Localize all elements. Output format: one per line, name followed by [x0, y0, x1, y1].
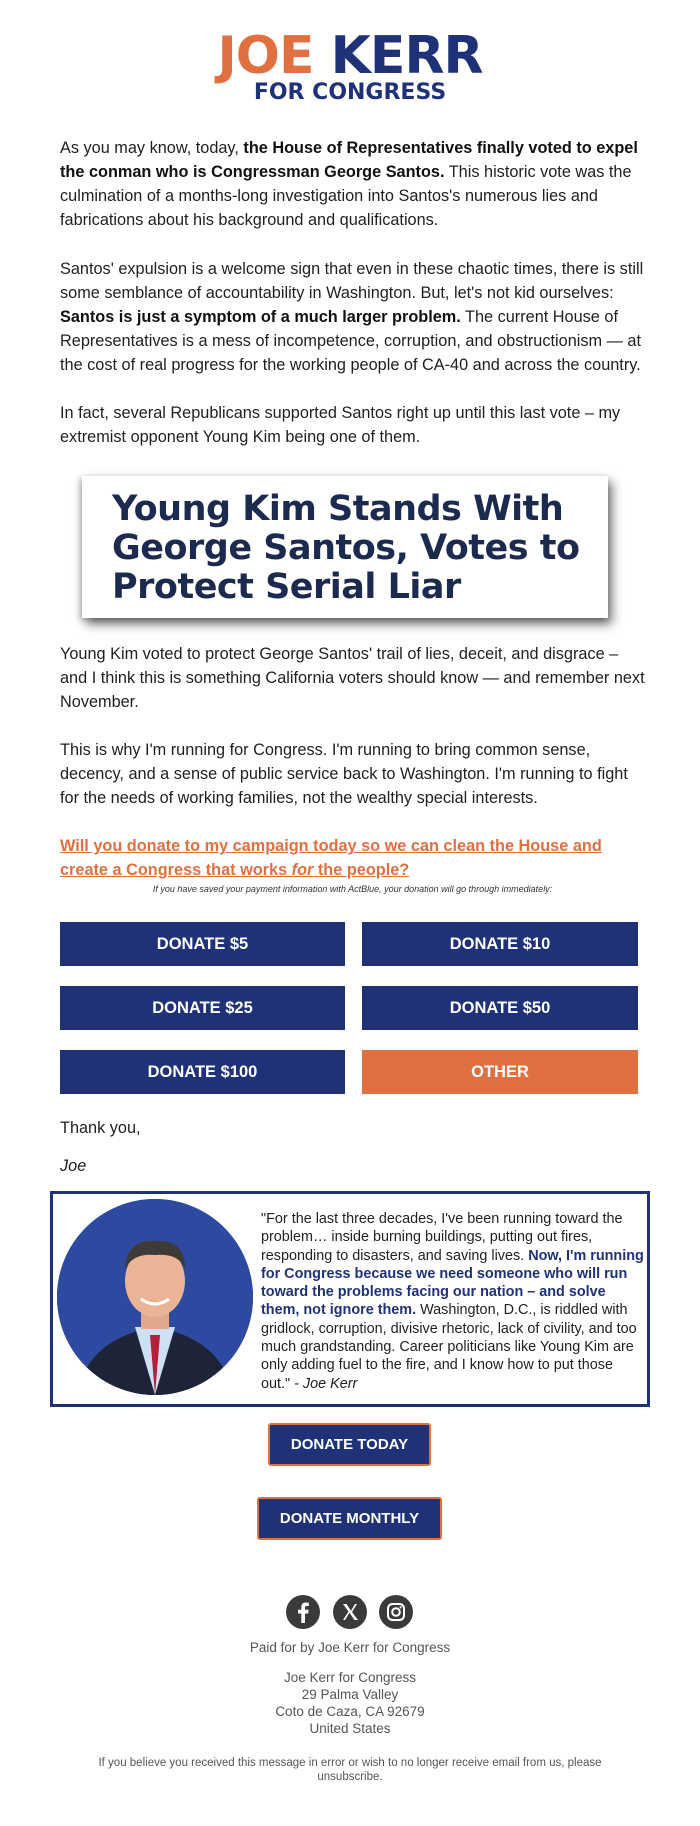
banner-line: George Santos, Votes to [112, 528, 580, 568]
candidate-photo [57, 1199, 253, 1395]
banner-line: Protect Serial Liar [112, 567, 461, 607]
mailing-address [0, 1669, 700, 1737]
donate-ask-link[interactable]: Will you donate to my campaign today so we can clean the House and create a Congress that works for the people? [60, 837, 602, 879]
donate-today-button[interactable]: DONATE TODAY [268, 1423, 431, 1466]
facebook-icon[interactable] [286, 1595, 320, 1629]
intro-paragraph: As you may know, today, the House of Representatives finally voted to expel the conman who is Congressman George Santos. This historic vote was the culmination of a months-long investigation into Santos's numerous lies and fabrications about his background and qualifications. [60, 139, 638, 229]
donate-5-button[interactable]: DONATE $5 [60, 922, 345, 966]
paid-for-disclaimer: Paid for by Joe Kerr for Congress [249, 1640, 451, 1655]
candidate-quote: "For the last three decades, I've been running toward the problem… inside burning buildings, putting out fires, responding to disasters, and saving lives. Now, I'm running for Congress because we need someone who will run toward the problems facing our nation – and solve them, not ignore them. Washington, D.C., is riddled with gridlock, corruption, divisive rhetoric, lack of civility, and too much grandstanding. Career politicians like Young Kim are only adding fuel to the fire, and I know how to put those out." - Joe Kerr [261, 1211, 644, 1392]
logo-congress: CONGRESS [312, 80, 447, 105]
address-line: Coto de Caza, CA 92679 [275, 1704, 425, 1719]
donate-10-button[interactable]: DONATE $10 [362, 922, 638, 966]
donate-50-button[interactable]: DONATE $50 [362, 986, 638, 1030]
donate-other-button[interactable]: OTHER [362, 1050, 638, 1094]
running-paragraph: This is why I'm running for Congress. I'm running to bring common sense, decency, and a sense of public service back to Washington. I'm running to fight for the needs of working families, not the wealthy special interests. [60, 741, 628, 807]
actblue-note: If you have saved your payment information with ActBlue, your donation will go through immediately: [152, 884, 553, 894]
donate-100-button[interactable]: DONATE $100 [60, 1050, 345, 1094]
campaign-logo [0, 26, 700, 106]
unsubscribe-text[interactable]: If you believe you received this message in error or wish to no longer receive email from us, please unsubscribe. [98, 1757, 602, 1783]
x-icon[interactable] [333, 1595, 367, 1629]
address-line: United States [309, 1721, 391, 1736]
address-line: 29 Palma Valley [301, 1687, 399, 1702]
quote-card [50, 1191, 650, 1407]
instagram-icon[interactable] [379, 1595, 413, 1629]
logo-for: FOR [253, 80, 305, 105]
logo-first-name: JOE [217, 26, 314, 86]
thanks-text: Thank you, [60, 1119, 141, 1137]
vote-paragraph: Young Kim voted to protect George Santos' trail of lies, deceit, and disgrace – and I think this is something California voters should know — and remember next November. [60, 645, 645, 711]
expulsion-paragraph: Santos' expulsion is a welcome sign that even in these chaotic times, there is still some semblance of accountability in Washington. But, let's not kid ourselves: Santos is just a symptom of a much larger problem. The current House of Representatives is a mess of incompetence, corruption, and obstructionism — at the cost of real progress for the working people of CA-40 and across the country. [60, 260, 644, 374]
signature-name: Joe [60, 1157, 87, 1175]
headline-banner-image [82, 476, 608, 618]
address-line: Joe Kerr for Congress [283, 1670, 417, 1685]
banner-line: Young Kim Stands With [112, 489, 564, 529]
donate-25-button[interactable]: DONATE $25 [60, 986, 345, 1030]
logo-last-name: KERR [330, 26, 483, 86]
opponent-paragraph: In fact, several Republicans supported Santos right up until this last vote – my extremist opponent Young Kim being one of them. [60, 404, 621, 446]
donate-monthly-button[interactable]: DONATE MONTHLY [257, 1497, 442, 1540]
